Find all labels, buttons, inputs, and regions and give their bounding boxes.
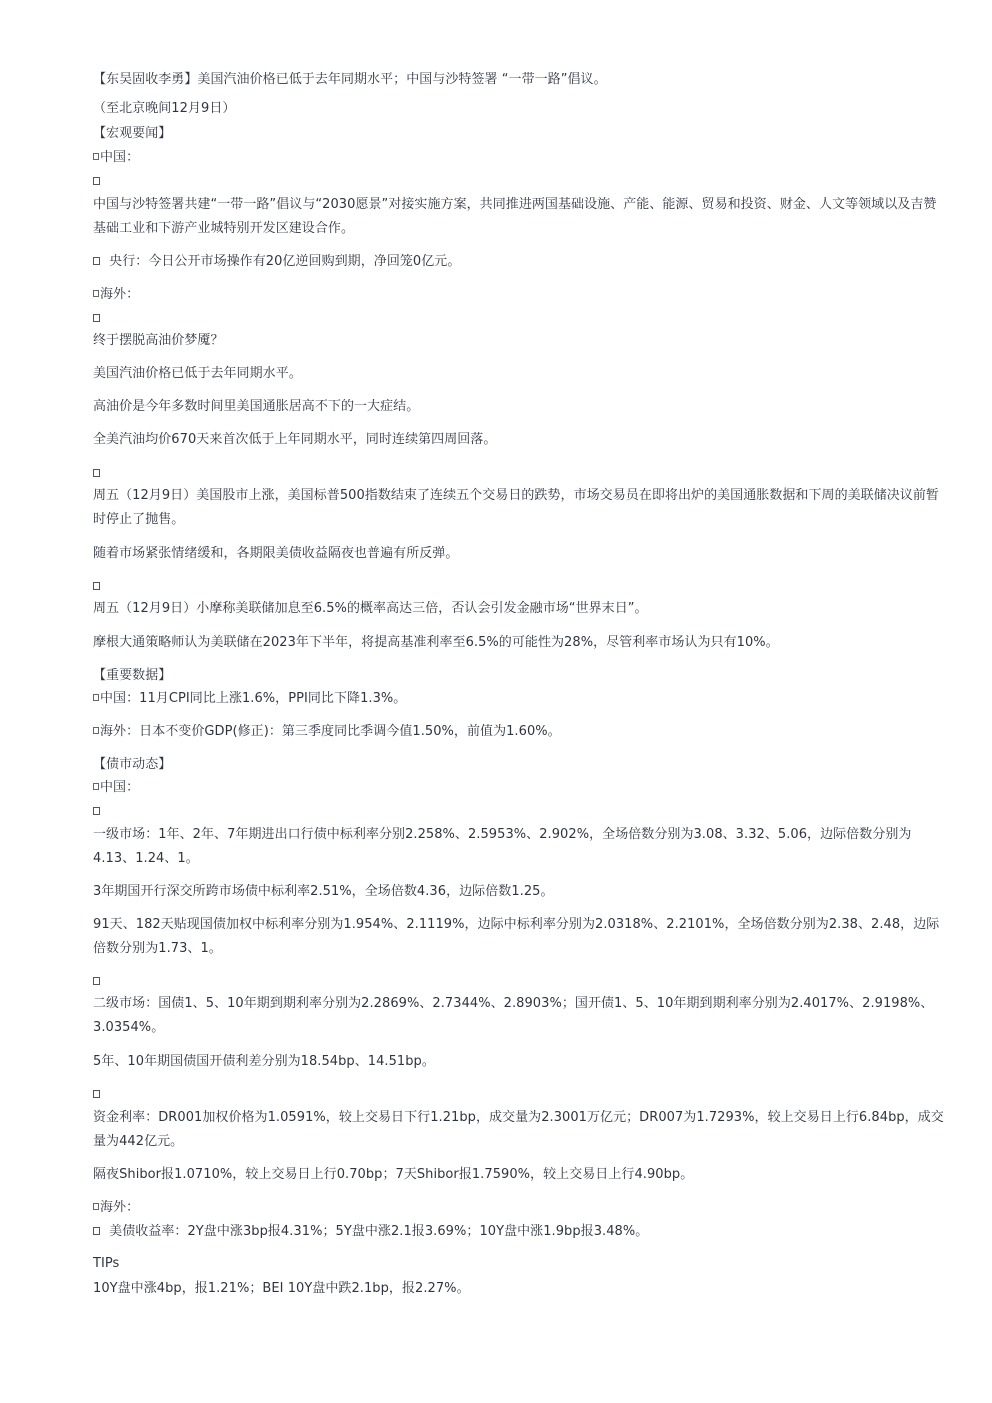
square-icon — [93, 469, 100, 477]
data-china-row — [93, 687, 945, 711]
square-icon — [93, 1203, 99, 1210]
bullet-row — [93, 575, 945, 599]
square-icon — [93, 807, 100, 815]
us-yield: 美债收益率：2Y盘中涨3bp报4.31%；5Y盘中涨2.1报3.69%；10Y盘中涨1.9bp报3.48%。 — [105, 1224, 649, 1239]
primary-p1: 一级市场：1年、2年、7年期进出口行债中标利率分别2.258%、2.5953%、2.902%，全场倍数分别为3.08、3.32、5.06，边际倍数分别为4.13、1.24、1。 — [93, 827, 912, 866]
stock-p1: 周五（12月9日）美国股市上涨，美国标普500指数结束了连续五个交易日的跌势，市场交易员在即将出炉的美国通胀数据和下周的美联储决议前暂时停止了抛售。 — [93, 488, 939, 527]
data-overseas-row — [93, 720, 945, 744]
oil-p3: 全美汽油均价670天来首次低于上年同期水平，同时连续第四周回落。 — [93, 432, 497, 447]
bond-china-label: 中国： — [100, 780, 140, 795]
stock-p2: 随着市场紧张情绪缓和，各期限美债收益隔夜也普遍有所反弹。 — [93, 546, 459, 561]
macro-china-item1: 中国与沙特签署共建“一带一路”倡议与“2030愿景”对接实施方案，共同推进两国基础设施、产能、能源、贸易和投资、财金、人文等领域以及吉赞基础工业和下游产业城特别开发区建设合作。 — [93, 197, 937, 236]
primary-p3: 91天、182天贴现国债加权中标利率分别为1.954%、2.1119%，边际中标利率分别为2.0318%、2.2101%，全场倍数分别为2.38、2.48，边际倍数分别为1.73、1。 — [93, 917, 940, 956]
oil-p1: 美国汽油价格已低于去年同期水平。 — [93, 366, 302, 381]
bullet-row — [93, 800, 945, 824]
square-icon — [93, 257, 100, 265]
us-yield-row — [93, 1220, 945, 1244]
square-icon — [93, 177, 100, 185]
square-icon — [93, 290, 99, 297]
oil-title: 终于摆脱高油价梦魇？ — [93, 333, 224, 348]
funding-p2: 隔夜Shibor报1.0710%，较上交易日上行0.70bp；7天Shibor报1.7590%，较上交易日上行4.90bp。 — [93, 1167, 694, 1182]
bullet-row — [93, 170, 945, 194]
square-icon — [93, 783, 99, 790]
bond-overseas-label: 海外： — [100, 1200, 140, 1215]
macro-heading: 【宏观要闻】 — [93, 126, 172, 141]
secondary-p2: 5年、10年期国债国开债利差分别为18.54bp、14.51bp。 — [93, 1054, 435, 1069]
date-note: （至北京晚间12月9日） — [93, 101, 236, 116]
macro-overseas-row — [93, 283, 945, 307]
funding-p1: 资金利率：DR001加权价格为1.0591%，较上交易日下行1.21bp，成交量为2.3001万亿元；DR007为1.7293%，较上交易日上行6.84bp，成交量为442亿元。 — [93, 1110, 944, 1149]
primary-p2: 3年期国开行深交所跨市场债中标利率2.51%，全场倍数4.36，边际倍数1.25。 — [93, 884, 554, 899]
bullet-row — [93, 307, 945, 331]
macro-china-label: 中国： — [100, 150, 140, 165]
bullet-row — [93, 970, 945, 994]
data-overseas: 海外：日本不变价GDP(修正)：第三季度同比季调今值1.50%，前值为1.60%。 — [100, 724, 561, 739]
bond-overseas-row — [93, 1196, 945, 1220]
fed-p1: 周五（12月9日）小摩称美联储加息至6.5%的概率高达三倍，否认会引发金融市场“世界末日”。 — [93, 601, 648, 616]
square-icon — [93, 977, 100, 985]
data-china: 中国：11月CPI同比上涨1.6%，PPI同比下降1.3%。 — [100, 691, 407, 706]
square-icon — [93, 582, 100, 590]
macro-china-item2: 央行：今日公开市场操作有20亿逆回购到期，净回笼0亿元。 — [105, 254, 461, 269]
tips-text: 10Y盘中涨4bp，报1.21%；BEI 10Y盘中跌2.1bp，报2.27%。 — [93, 1281, 470, 1296]
macro-overseas-label: 海外： — [100, 287, 140, 302]
macro-china-row — [93, 146, 945, 170]
square-icon — [93, 1090, 100, 1098]
macro-china-item2-row — [93, 250, 945, 274]
square-icon — [93, 1227, 100, 1235]
oil-p2: 高油价是今年多数时间里美国通胀居高不下的一大症结。 — [93, 399, 420, 414]
bullet-row — [93, 462, 945, 486]
square-icon — [93, 694, 99, 701]
headline: 【东吴固收李勇】美国汽油价格已低于去年同期水平；中国与沙特签署 “一带一路”倡议。 — [93, 72, 607, 87]
bond-china-row — [93, 776, 945, 800]
square-icon — [93, 314, 100, 322]
secondary-p1: 二级市场：国债1、5、10年期到期利率分别为2.2869%、2.7344%、2.8903%；国开债1、5、10年期到期利率分别为2.4017%、2.9198%、3.0354%。 — [93, 996, 934, 1035]
bullet-row — [93, 1083, 945, 1107]
data-heading: 【重要数据】 — [93, 668, 172, 683]
fed-p2: 摩根大通策略师认为美联储在2023年下半年，将提高基准利率至6.5%的可能性为28%，尽管利率市场认为只有10%。 — [93, 635, 779, 650]
square-icon — [93, 727, 99, 734]
square-icon — [93, 153, 99, 160]
bond-heading: 【债市动态】 — [93, 757, 172, 772]
tips-label: TIPs — [93, 1256, 120, 1271]
